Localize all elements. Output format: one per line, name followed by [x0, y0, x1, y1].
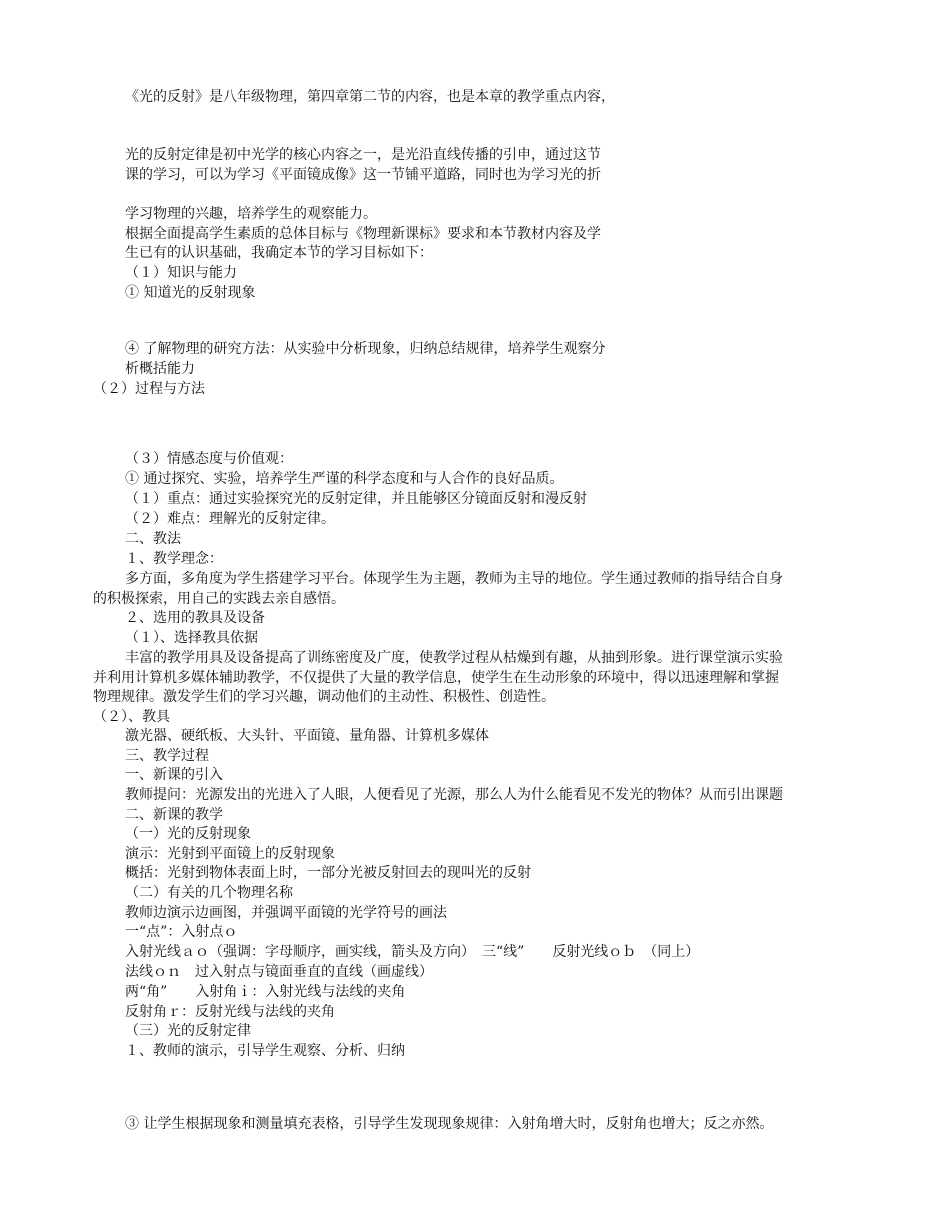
- text-line-drawing: 教师边演示边画图，并强调平面镜的光学符号的画法: [125, 905, 447, 921]
- section-heading-equipment: ２、选用的教具及设备: [125, 610, 265, 626]
- section-heading-process-teaching: 三、教学过程: [125, 748, 209, 764]
- list-item-reflection: ① 知道光的反射现象: [125, 285, 256, 301]
- section-heading-basis: （１）、选择教具依据: [125, 630, 258, 646]
- text-line-basis-cont2: 物理规律。激发学生们的学习兴趣，调动他们的主动性、积极性、创造性。: [93, 689, 555, 705]
- text-line-incident-angle: 两“角” 入射角ｉ：入射光线与法线的夹角: [125, 984, 406, 1000]
- section-heading-law: （三）光的反射定律: [125, 1023, 251, 1039]
- text-line-philosophy: 多方面，多角度为学生搭建学习平台。体现学生为主题，教师为主导的地位。学生通过教师的指导结合自身: [125, 571, 783, 587]
- section-heading-new-lesson: 二、新课的教学: [125, 807, 223, 823]
- section-heading-terms: （二）有关的几个物理名称: [125, 885, 293, 901]
- text-line-goal: 根据全面提高学生素质的总体目标与《物理新课标》要求和本节教材内容及学: [125, 226, 601, 242]
- text-line-course-study: 课的学习，可以为学习《平面镜成像》这一节铺平道路，同时也为学习光的折: [125, 167, 601, 183]
- list-item-attitude: ① 通过探究、实验，培养学生严谨的科学态度和与人合作的良好品质。: [125, 471, 564, 487]
- text-line-interest: 学习物理的兴趣，培养学生的观察能力。: [125, 206, 377, 222]
- text-line-key-point: （１）重点：通过实验探究光的反射定律，并且能够区分镜面反射和漫反射: [125, 491, 587, 507]
- text-line-philosophy-cont: 的积极探索，用自己的实践去亲自感悟。: [93, 591, 345, 607]
- text-line-basis-cont1: 并利用计算机多媒体辅助教学，不仅提供了大量的教学信息，使学生在生动形象的环境中，得以迅速理解和掌握: [93, 670, 779, 686]
- section-heading-knowledge: （１）知识与能力: [125, 265, 237, 281]
- text-line-point: 一“点”：入射点ｏ: [125, 924, 238, 940]
- section-heading-attitude: （３）情感态度与价值观：: [125, 451, 293, 467]
- text-line-teacher-demo: １、教师的演示，引导学生观察、分析、归纳: [125, 1043, 405, 1059]
- text-line-core-content: 光的反射定律是初中光学的核心内容之一，是光沿直线传播的引申，通过这节: [125, 147, 601, 163]
- text-line-tools: 激光器、硬纸板、大头针、平面镜、量角器、计算机多媒体: [125, 728, 489, 744]
- section-heading-process: （２）过程与方法: [93, 381, 205, 397]
- list-item-method: ④ 了解物理的研究方法：从实验中分析现象，归纳总结规律，培养学生观察分: [125, 341, 606, 357]
- text-line-reflection-angle: 反射角ｒ：反射光线与法线的夹角: [125, 1004, 335, 1020]
- section-heading-teaching-method: 二、教法: [125, 531, 181, 547]
- text-line-intro: 《光的反射》是八年级物理，第四章第二节的内容，也是本章的教学重点内容，: [125, 89, 615, 105]
- text-line-rays: 入射光线ａｏ（强调：字母顺序，画实线，箭头及方向） 三“线” 反射光线ｏｂ （同上）: [125, 944, 700, 960]
- text-line-goal-cont: 生已有的认识基础，我确定本节的学习目标如下：: [125, 245, 433, 261]
- section-heading-tools: （２）、教具: [93, 709, 170, 725]
- section-heading-philosophy: １、教学理念：: [125, 551, 223, 567]
- text-line-normal: 法线ｏｎ 过入射点与镜面垂直的直线（画虚线）: [125, 964, 433, 980]
- text-line-difficulty: （２）难点：理解光的反射定律。: [125, 511, 335, 527]
- text-line-basis: 丰富的教学用具及设备提高了训练密度及广度，使教学过程从枯燥到有趣，从抽到形象。进行课堂演示实验: [125, 650, 783, 666]
- section-heading-intro: 一、新课的引入: [125, 767, 223, 783]
- text-line-question: 教师提问：光源发出的光进入了人眼，人便看见了光源，那么人为什么能看见不发光的物体？从而引出课题: [125, 787, 783, 803]
- list-item-method-cont: 析概括能力: [125, 361, 195, 377]
- text-line-demo: 演示：光射到平面镜上的反射现象: [125, 846, 335, 862]
- list-item-table: ③ 让学生根据现象和测量填充表格，引导学生发现现象规律：入射角增大时，反射角也增大；反之亦然。: [125, 1116, 774, 1132]
- section-heading-reflection-phenomenon: （一）光的反射现象: [125, 826, 251, 842]
- text-line-summary: 概括：光射到物体表面上时，一部分光被反射回去的现叫光的反射: [125, 865, 531, 881]
